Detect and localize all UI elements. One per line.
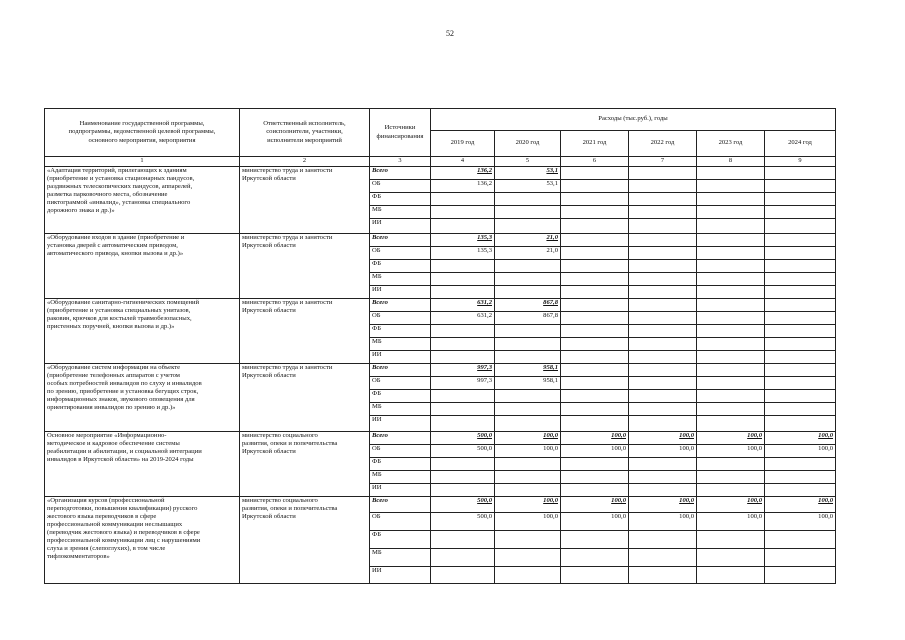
expense-value [561, 338, 629, 351]
expense-value [431, 260, 495, 273]
header-year: 2021 год [561, 131, 629, 157]
funding-source: ФБ [370, 390, 431, 403]
header-executor: Ответственный исполнитель, соисполнители, участники, исполнители мероприятий [240, 109, 370, 157]
expense-value [561, 312, 629, 325]
expense-value: 100,0 [697, 432, 765, 445]
expense-value [561, 247, 629, 260]
funding-source: ИИ [370, 219, 431, 234]
expense-value [765, 167, 836, 180]
expense-value [765, 416, 836, 432]
table-row [45, 497, 836, 513]
expense-value: 100,0 [629, 445, 697, 458]
expense-value: 100,0 [765, 513, 836, 531]
expense-value [629, 167, 697, 180]
table-row [45, 234, 836, 247]
header-year: 2019 год [431, 131, 495, 157]
expense-value [765, 273, 836, 286]
funding-source: МБ [370, 206, 431, 219]
expense-value [561, 377, 629, 390]
expense-value [697, 206, 765, 219]
expense-value [765, 567, 836, 584]
funding-source: ФБ [370, 531, 431, 549]
column-number: 1 [45, 157, 240, 167]
expense-value [431, 416, 495, 432]
expense-value [765, 471, 836, 484]
expense-value [629, 471, 697, 484]
expense-value [431, 193, 495, 206]
expense-value [697, 325, 765, 338]
expense-value [495, 325, 561, 338]
column-number: 4 [431, 157, 495, 167]
column-number: 2 [240, 157, 370, 167]
expense-value: 135,3 [431, 247, 495, 260]
expense-value: 100,0 [495, 497, 561, 513]
expense-value: 100,0 [495, 513, 561, 531]
expense-value [561, 219, 629, 234]
expense-value [495, 403, 561, 416]
expense-value [765, 351, 836, 364]
funding-source: ИИ [370, 484, 431, 497]
expense-value: 100,0 [495, 432, 561, 445]
expense-value [561, 416, 629, 432]
expense-value [561, 325, 629, 338]
column-number: 3 [370, 157, 431, 167]
expense-value [697, 234, 765, 247]
expense-value [629, 286, 697, 299]
expense-value [495, 206, 561, 219]
expense-value [629, 206, 697, 219]
expense-value [431, 219, 495, 234]
expense-value [697, 286, 765, 299]
header-source: Источники финансирования [370, 109, 431, 157]
expense-value: 631,2 [431, 312, 495, 325]
expense-value [629, 193, 697, 206]
expense-value: 100,0 [765, 445, 836, 458]
funding-source: ОБ [370, 513, 431, 531]
expense-value [561, 484, 629, 497]
expense-value [629, 260, 697, 273]
expense-value: 100,0 [495, 445, 561, 458]
expense-value [765, 180, 836, 193]
expense-value [765, 338, 836, 351]
expense-value [431, 206, 495, 219]
expense-value: 100,0 [629, 513, 697, 531]
measure-name: «Организация курсов (профессиональной переподготовки, повышения квалификации) русского жестового языка переводчиков в сфере профессиональной коммуникации неслышащих (переводчик жестового языка) и переводчиков в сфере профессиональной коммуникации лиц с нарушениями слуха и зрения (слепоглухих), в том числе тифлокомментаторов» [45, 497, 240, 584]
expense-value: 500,0 [431, 445, 495, 458]
expense-value [765, 234, 836, 247]
expense-value [495, 458, 561, 471]
expense-value [765, 299, 836, 312]
expense-value [495, 549, 561, 567]
funding-source: МБ [370, 338, 431, 351]
expense-value [561, 567, 629, 584]
expense-value: 100,0 [561, 513, 629, 531]
expense-value [431, 567, 495, 584]
funding-source: ИИ [370, 416, 431, 432]
funding-source: Всего [370, 167, 431, 180]
expense-value [495, 531, 561, 549]
expense-value [495, 273, 561, 286]
expense-value [495, 219, 561, 234]
expense-value [495, 193, 561, 206]
expense-value: 997,3 [431, 377, 495, 390]
measure-name: Основное мероприятие «Информационно- методическое и кадровое обеспечение системы реабилитации и абилитации, и социальной интеграции инвалидов в Иркутской области» на 2019-2024 годы [45, 432, 240, 497]
funding-source: Всего [370, 234, 431, 247]
expense-value [431, 458, 495, 471]
expense-value [765, 377, 836, 390]
expense-value: 997,3 [431, 364, 495, 377]
funding-source: МБ [370, 403, 431, 416]
funding-source: МБ [370, 273, 431, 286]
expense-value [561, 286, 629, 299]
expense-value: 958,1 [495, 377, 561, 390]
expense-value [697, 567, 765, 584]
expense-value [431, 286, 495, 299]
expense-value: 100,0 [765, 432, 836, 445]
expense-value: 21,0 [495, 247, 561, 260]
expense-value [629, 312, 697, 325]
expense-value: 53,1 [495, 167, 561, 180]
expense-value [697, 260, 765, 273]
measure-name: «Оборудование санитарно-гигиенических помещений (приобретение и установка специальных унитазов, раковин, крючков для костылей травмобезопасных, пристенных поручней, кнопки вызова и др.)» [45, 299, 240, 364]
executor: министерство труда и занятости Иркутской области [240, 364, 370, 432]
funding-source: Всего [370, 432, 431, 445]
expense-value [629, 351, 697, 364]
expense-value [431, 390, 495, 403]
expense-value [431, 531, 495, 549]
expense-value [765, 364, 836, 377]
expense-value: 631,2 [431, 299, 495, 312]
funding-source: ОБ [370, 377, 431, 390]
expense-value [629, 377, 697, 390]
expense-value [495, 471, 561, 484]
header-year: 2023 год [697, 131, 765, 157]
page-number: 52 [446, 29, 454, 38]
measure-name: «Оборудование систем информации на объекте (приобретение телефонных аппаратов с учетом особых потребностей инвалидов по слуху и инвалидов по зрению, приобретение и установка бегущих строк, информационных знаков, звукового оповещения для ориентирования инвалидов по зрению и др.)» [45, 364, 240, 432]
expense-value [697, 471, 765, 484]
expense-value: 100,0 [561, 445, 629, 458]
expense-value [561, 180, 629, 193]
funding-source: ФБ [370, 325, 431, 338]
funding-source: ФБ [370, 193, 431, 206]
expense-value [431, 273, 495, 286]
expense-value [697, 180, 765, 193]
expense-value [495, 390, 561, 403]
expense-value [697, 351, 765, 364]
expense-value [765, 247, 836, 260]
funding-source: ОБ [370, 247, 431, 260]
expense-value [561, 206, 629, 219]
expense-value [495, 260, 561, 273]
expense-value: 136,2 [431, 180, 495, 193]
expense-value [697, 167, 765, 180]
expense-value [697, 299, 765, 312]
expense-value [629, 273, 697, 286]
expense-value [495, 416, 561, 432]
expense-value [431, 325, 495, 338]
expense-value [765, 286, 836, 299]
expense-value [765, 325, 836, 338]
expense-value [629, 338, 697, 351]
expense-value [765, 193, 836, 206]
table-row [45, 167, 836, 180]
funding-source: МБ [370, 471, 431, 484]
header-name: Наименование государственной программы, подпрограммы, ведомственной целевой программы, основного мероприятия, мероприятия [45, 109, 240, 157]
funding-source: ИИ [370, 286, 431, 299]
expenses-table [44, 108, 836, 584]
expense-value [629, 325, 697, 338]
expense-value [697, 193, 765, 206]
expense-value [561, 299, 629, 312]
column-number: 8 [697, 157, 765, 167]
expense-value [697, 458, 765, 471]
expense-value [431, 403, 495, 416]
executor: министерство труда и занятости Иркутской области [240, 167, 370, 234]
funding-source: ИИ [370, 351, 431, 364]
expense-value [561, 549, 629, 567]
expense-value [697, 312, 765, 325]
expense-value [697, 403, 765, 416]
funding-source: ОБ [370, 445, 431, 458]
expense-value: 500,0 [431, 513, 495, 531]
expense-value [765, 403, 836, 416]
expense-value [697, 377, 765, 390]
expense-value [629, 299, 697, 312]
expense-value: 100,0 [697, 497, 765, 513]
expense-value [561, 458, 629, 471]
header-expenses: Расходы (тыс.руб.), годы [431, 109, 836, 131]
expense-value: 100,0 [765, 497, 836, 513]
funding-source: ФБ [370, 260, 431, 273]
executor: министерство труда и занятости Иркутской области [240, 234, 370, 299]
table-row [45, 432, 836, 445]
expense-value [495, 484, 561, 497]
expense-value: 136,2 [431, 167, 495, 180]
expense-value: 100,0 [561, 432, 629, 445]
expense-value [765, 312, 836, 325]
expense-value [561, 390, 629, 403]
executor: министерство социального развития, опеки и попечительства Иркутской области [240, 497, 370, 584]
expense-value [765, 390, 836, 403]
expense-value [697, 531, 765, 549]
expense-value [629, 549, 697, 567]
expense-value [495, 338, 561, 351]
expense-value [495, 567, 561, 584]
expense-value [629, 219, 697, 234]
expense-value [561, 364, 629, 377]
expense-value [629, 180, 697, 193]
expense-value: 958,1 [495, 364, 561, 377]
expense-value [765, 260, 836, 273]
expense-value [697, 338, 765, 351]
expense-value [629, 484, 697, 497]
expense-value [697, 390, 765, 403]
expense-value [629, 458, 697, 471]
table-row [45, 364, 836, 377]
expense-value [697, 416, 765, 432]
expense-value [765, 549, 836, 567]
expense-value: 100,0 [697, 445, 765, 458]
funding-source: ОБ [370, 312, 431, 325]
expense-value [765, 531, 836, 549]
expense-value: 100,0 [629, 497, 697, 513]
expense-value [765, 219, 836, 234]
expense-value [629, 390, 697, 403]
funding-source: ОБ [370, 180, 431, 193]
expense-value [431, 549, 495, 567]
expense-value [629, 531, 697, 549]
expense-value [561, 471, 629, 484]
expense-value [629, 364, 697, 377]
expense-value: 867,8 [495, 299, 561, 312]
header-year: 2024 год [765, 131, 836, 157]
expense-value: 100,0 [561, 497, 629, 513]
funding-source: Всего [370, 299, 431, 312]
expense-value [629, 403, 697, 416]
funding-source: ИИ [370, 567, 431, 584]
expense-value: 53,1 [495, 180, 561, 193]
expense-value [431, 484, 495, 497]
column-number: 6 [561, 157, 629, 167]
expense-value [765, 206, 836, 219]
funding-source: Всего [370, 497, 431, 513]
executor: министерство труда и занятости Иркутской области [240, 299, 370, 364]
expense-value: 500,0 [431, 432, 495, 445]
column-number: 5 [495, 157, 561, 167]
table-row [45, 299, 836, 312]
expense-value: 21,0 [495, 234, 561, 247]
expense-value: 500,0 [431, 497, 495, 513]
executor: министерство социального развития, опеки и попечительства Иркутской области [240, 432, 370, 497]
expense-value: 135,3 [431, 234, 495, 247]
expense-value [697, 549, 765, 567]
expense-value [629, 567, 697, 584]
expense-value [697, 484, 765, 497]
expense-value [561, 531, 629, 549]
expense-value [431, 471, 495, 484]
header-year: 2020 год [495, 131, 561, 157]
measure-name: «Оборудование входов в здание (приобретение и установка дверей с автоматическим приводом, автоматического привода, кнопки вызова и др.)» [45, 234, 240, 299]
column-number: 9 [765, 157, 836, 167]
expense-value [629, 247, 697, 260]
expense-value: 100,0 [629, 432, 697, 445]
expense-value [765, 458, 836, 471]
funding-source: МБ [370, 549, 431, 567]
expense-value [561, 351, 629, 364]
header-year: 2022 год [629, 131, 697, 157]
funding-source: ФБ [370, 458, 431, 471]
expense-value [431, 338, 495, 351]
expense-value [629, 234, 697, 247]
expense-value [629, 416, 697, 432]
expense-value [561, 193, 629, 206]
expense-value [431, 351, 495, 364]
expense-value [561, 403, 629, 416]
expense-value [561, 260, 629, 273]
column-number: 7 [629, 157, 697, 167]
funding-source: Всего [370, 364, 431, 377]
expense-value [561, 234, 629, 247]
measure-name: «Адаптация территорий, прилегающих к зданиям (приобретение и установка стационарных пандусов, раздвижных телескопических пандусов, аппарелей, разметка парковочного места, обозначение пиктограммой «инвалид», установка специального дорожного знака и др.)» [45, 167, 240, 234]
expense-value [561, 167, 629, 180]
expense-value: 867,8 [495, 312, 561, 325]
expense-value: 100,0 [697, 513, 765, 531]
expense-value [697, 219, 765, 234]
expense-value [765, 484, 836, 497]
expense-value [561, 273, 629, 286]
expense-value [495, 286, 561, 299]
expense-value [697, 247, 765, 260]
expense-value [697, 364, 765, 377]
expense-value [697, 273, 765, 286]
expense-value [495, 351, 561, 364]
